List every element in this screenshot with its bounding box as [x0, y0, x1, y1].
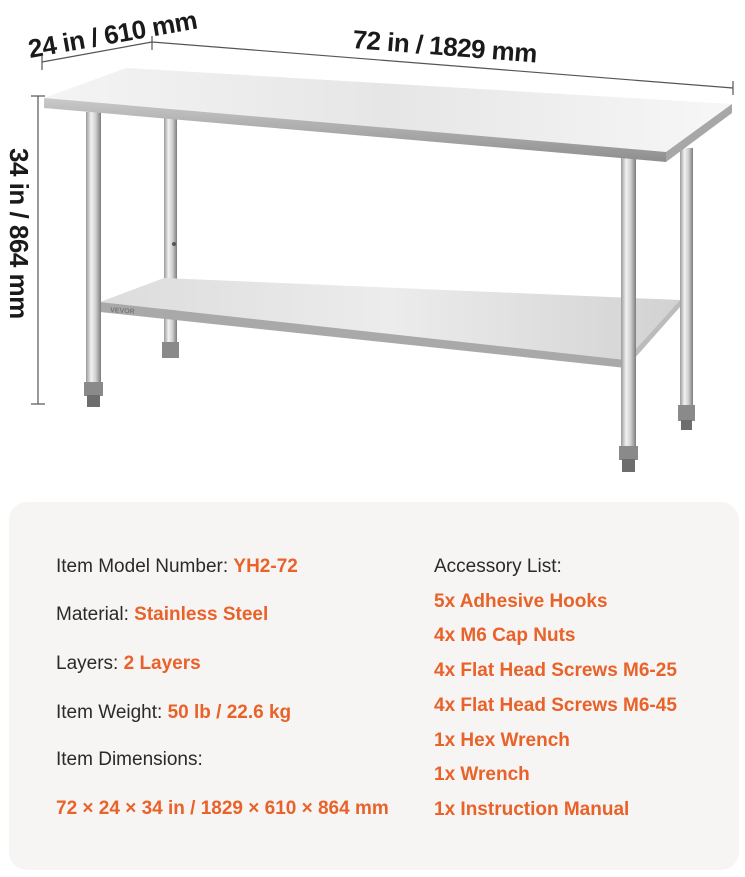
- dimensions-value-row: [56, 797, 389, 821]
- tabletop: [44, 68, 732, 162]
- accessory-item: 1x Instruction Manual: [434, 799, 630, 820]
- layers-row: [56, 652, 201, 676]
- dimensions-label: Item Dimensions:: [56, 749, 203, 770]
- dimensions-row: [56, 748, 203, 772]
- depth-dimension-label: 24 in / 610 mm: [25, 4, 200, 64]
- accessory-item: 4x Flat Head Screws M6-45: [434, 695, 677, 716]
- weight-value: 50 lb / 22.6 kg: [167, 702, 292, 723]
- brand-mark: VEVOR: [109, 307, 135, 316]
- material-label: Material:: [56, 604, 129, 625]
- weight-row: [56, 701, 291, 725]
- spec-card: [9, 502, 739, 870]
- accessory-list-title: Accessory List:: [434, 556, 562, 577]
- model-number-row: [56, 555, 298, 579]
- weight-label: Item Weight:: [56, 702, 163, 723]
- back-legs: [162, 115, 695, 430]
- material-value: Stainless Steel: [134, 604, 269, 625]
- material-row: [56, 603, 268, 627]
- accessory-item: 5x Adhesive Hooks: [434, 591, 608, 612]
- accessory-item: 1x Wrench: [434, 764, 530, 785]
- height-dimension-label: 34 in / 864 mm: [4, 148, 34, 319]
- width-dimension-label: 72 in / 1829 mm: [351, 24, 539, 69]
- model-number-label: Item Model Number:: [56, 556, 229, 577]
- dimensions-value: 72 × 24 × 34 in / 1829 × 610 × 864 mm: [56, 798, 389, 819]
- accessory-item: 4x Flat Head Screws M6-25: [434, 660, 677, 681]
- layers-label: Layers:: [56, 653, 119, 674]
- accessory-item: 4x M6 Cap Nuts: [434, 625, 576, 646]
- model-number-value: YH2-72: [233, 556, 298, 577]
- accessory-item: 1x Hex Wrench: [434, 730, 570, 751]
- lower-shelf: [100, 278, 680, 368]
- layers-value: 2 Layers: [123, 653, 201, 674]
